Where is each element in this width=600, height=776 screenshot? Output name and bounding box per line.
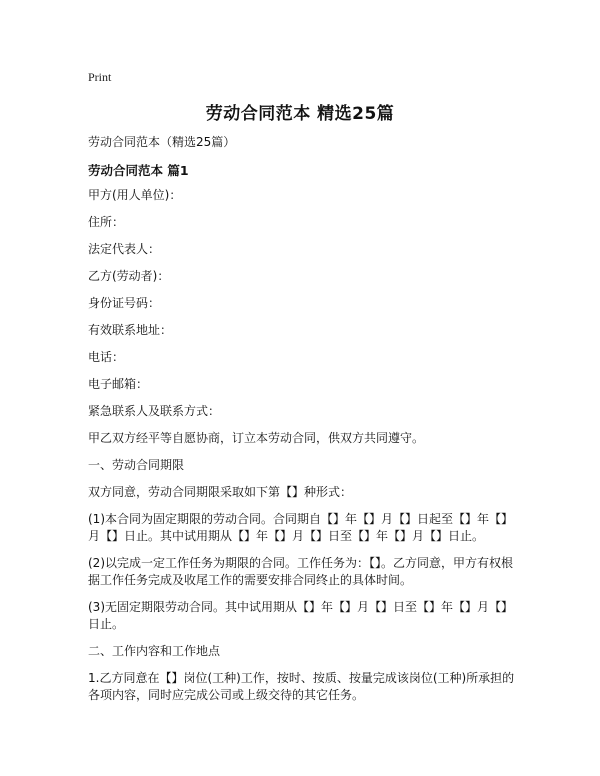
document-body [88, 187, 518, 714]
paragraph-agreement: 甲乙双方经平等自愿协商，订立本劳动合同，供双方共同遵守。 [88, 431, 425, 445]
paragraph-term-task: (2)以完成一定工作任务为期限的合同。工作任务为：【】。乙方同意，甲方有权根据工作任务完成及收尾工作的需要安排合同终止的具体时间。 [88, 556, 514, 587]
paragraph-address: 住所： [88, 215, 125, 229]
paragraph-term-open: (3)无固定期限劳动合同。其中试用期从【】年【】月【】日至【】年【】月【】日止。 [88, 600, 514, 631]
print-link[interactable]: Print [88, 70, 112, 84]
heading-work-content: 二、工作内容和工作地点 [88, 644, 221, 658]
paragraph-party-a: 甲方(用人单位)： [88, 188, 182, 202]
paragraph-contact-address: 有效联系地址： [88, 323, 173, 337]
heading-contract-term: 一、劳动合同期限 [88, 458, 185, 472]
paragraph-term-form: 双方同意，劳动合同期限采取如下第【】种形式： [88, 485, 353, 499]
paragraph-emergency-contact: 紧急联系人及联系方式： [88, 404, 221, 418]
paragraph-phone: 电话： [88, 350, 125, 364]
paragraph-term-fixed: (1)本合同为固定期限的劳动合同。合同期自【】年【】月【】日起至【】年【】月【】日止。其中试用期从【】年【】月【】日至【】年【】月【】日止。 [88, 512, 514, 543]
document-title: 劳动合同范本 精选25篇 [205, 104, 395, 124]
paragraph-id-number: 身份证号码： [88, 296, 161, 310]
paragraph-work-position: 1.乙方同意在【】岗位(工种)工作，按时、按质、按量完成该岗位(工种)所承担的各项内容，同时应完成公司或上级交待的其它任务。 [88, 671, 515, 702]
section-heading: 劳动合同范本 篇1 [88, 163, 189, 178]
document-subtitle: 劳动合同范本（精选25篇） [88, 135, 236, 149]
paragraph-party-b: 乙方(劳动者)： [88, 269, 170, 283]
paragraph-legal-rep: 法定代表人： [88, 242, 161, 256]
paragraph-email: 电子邮箱： [88, 377, 149, 391]
